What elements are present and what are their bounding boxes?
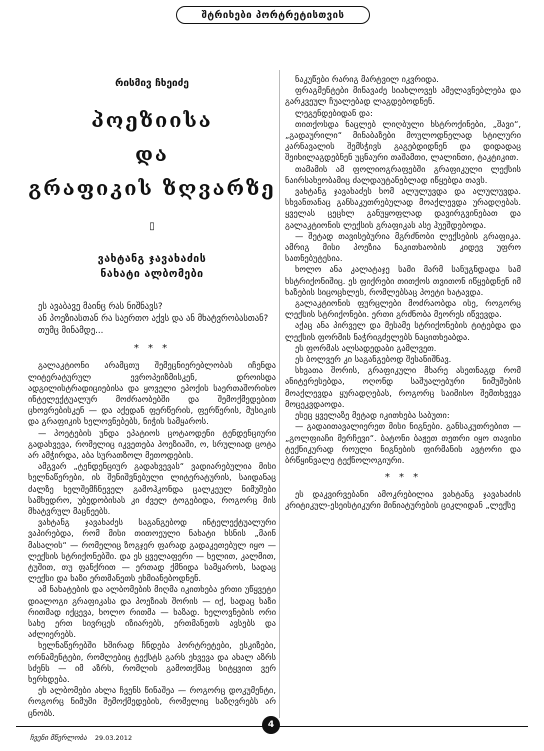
article-title xyxy=(28,103,276,205)
paragraph: თამამის ამ ფოლიოგრაფებში გრაფიკული ლექსის ნაირსახეობამიც ძალდაუტანებლად იწყებდა თავს. xyxy=(285,163,521,185)
subtitle-line: ნახატი ალბომები xyxy=(100,268,204,280)
paragraph: სხვათა შორის, გრაფიკული მხარე ასეთნაგდ რომ ანიტერესებდა, ოღონდ საშუალებური ნიმუშების მოაქლევდა ყურადღებას, როგორც საიმისო შემთხვევა მოცეკვდაოდა. xyxy=(285,365,521,409)
page-number: 4 xyxy=(262,716,280,734)
paragraph: ხელნაწერებში ხშირად ჩნდება პორტრეტები, ესკიზები, ორნამენტები, რომლებიც ტექსტს გარს ეხვევა და ახალ აზრს სძენს — იმ აზრს, რომლის გამოთქმაც სიტყვით ვერ ხერხდება. xyxy=(28,640,276,685)
paragraph: აქაც ანა პირველ და მესამე სტრიქონების ტიტებდა და ლექსის ფორმის ნაჭრიგძელებს ნაცითხეაბდა. xyxy=(285,320,521,342)
issue-date: 29.03.2012 xyxy=(94,734,133,742)
paragraph: ეს დაკვირვებანი ამოკრებილია ვახტანგ ჯავახაძის კრიტიკულ-ესეისტიკური მინიატურების ციკლიდან „ლექსე xyxy=(285,489,521,511)
paragraph: ხოლო ანა კალატაჯე სამი მარმ სანუგნდადა სამ ხსტრიქონიშიც. ეს ფიქრები თითქოს თვითონ იწყებდნენ იმ ხაზების სიცოცხლეს, რომლებსაც პოეტი ხატავდა. xyxy=(285,264,521,297)
paragraph: გალაკტიონი არამცთუ შემეცნიერებლობას იჩენდა ლიტერატურულ ევროპეიზმისკენ, დროისდა ადგილისტრადიციებისა და ყოველი ეპოქის საერთაშორისო ინტელექტუალურ მოძრაობებში და შემოქმედებით ცხოვრებისკენ — და აქედან ფერწერის, ფერწერის, მუსიკის და გრაფიკის ხელოვნებებს, ნიჭის სამყაროს. xyxy=(28,360,276,427)
left-column xyxy=(28,60,276,719)
paragraph: ამ ნახატების და ალბომების მიღმა იკითხება ერთი უწყვეტი დიალოგი გრაფიკასა და პოეზიას შორის — იქ, სადაც ხაზი რითმად იქცევა, ხოლო რითმა — ხაზად. ხელოვნების ორი სახე ერთ სივრცეს იზიარებს, ერთმანეთს ავსებს და აძლიერებს. xyxy=(28,584,276,640)
epigraph xyxy=(38,302,276,337)
article-subtitle xyxy=(28,252,276,282)
paragraph: ვახტანგ ჯავახაძეს საგანგებოდ ინტელექტუალური ვაპირებდა, რომ მისი თითოეული ნახატი ხსნის „მაინ მასალის“ — რომელიც ზოგჯერ ფარად გადაკეთებულ იყო — ლექსის სტრიქონებში. და ეს ყველაფერი — ხელით, კალმით, ტუშით, თუ ფანქრით — ერთად ქმნიდა სამყაროს, სადაც ლექსი და ხაზი ერთმანეთს ეხმიანებოდნენ. xyxy=(28,517,276,584)
title-line: პოეზიისა xyxy=(91,108,213,132)
epigraph-line: ან პოეზიასთან რა საერთო აქვს და ან მხატვრობასთან? xyxy=(38,313,269,324)
publication-name: ჩვენი მწერლობა xyxy=(30,734,87,742)
right-body-text xyxy=(285,74,521,466)
paragraph: გალაკტიონის ფურცლები მოძრაობდა ისე, როგორც ლექსის სტრიქონები. ერთი გრძნობა მეორეს იწვევდა. xyxy=(285,298,521,320)
section-separator: * * * xyxy=(133,343,171,355)
title-line: და xyxy=(135,142,169,166)
paragraph: — შეტად თავისებურია მგრძნობი ლექსების გრაფიკა. ამრიგ მისი პოეზია ნაკითხაობის კიდევ უფრო სათნებუტესია. xyxy=(285,230,521,264)
paragraph: ნაკუწები რარიგ მარტვილ იკვრიდა. xyxy=(295,74,439,84)
closing-text xyxy=(285,489,521,511)
section-banner: შტრიხები პორტრეტისთვის xyxy=(176,6,370,24)
paragraph: ლეგენდებიდან და: xyxy=(295,107,373,118)
ornament-icon: ▯ xyxy=(149,221,155,232)
right-column xyxy=(285,74,521,512)
paragraph: ეს ბოლვერ კი საგანგებოდ შესანიშნავ. xyxy=(295,354,452,365)
column-divider xyxy=(279,70,280,718)
paragraph: — გადაითავალიერეთ მისი ნიგნები. განსაკუთრებით — „გოლფიაჩი მერჩევი“. ბატონი ბაჟეთ თეთრი იყო თავისი ტექნიკურად როული ნიგნების ფირმანის ავტორი და ბრწყინვალე ტექნოლოგიური. xyxy=(285,421,521,465)
epigraph-line: ეს ავაბავე მაინც რას ნიშნავს? xyxy=(38,302,163,312)
paragraph: ეს ფორმას ალსადედაბი გამლვეთ. xyxy=(295,342,437,353)
paragraph: ვახტანგ ჯავახაძეს ხომ ალულუვდა და ალულუვდა. სხვანთანაც განსაკუთრებულად მოაქლევდა ურადღებას. ყველას ცეცხლ განუყოფლად დავირგვინებათ და გალაკტიონის ლექსის გრაფიკას ასე ჰუეშდებოდა. xyxy=(285,186,521,230)
title-line: გრაფიკის ზღვარზე xyxy=(28,176,276,200)
paragraph: ფრაგმენტები მინავაძე სიახლოვეს ამელავნებლება და გარკვეულ ჩუალებად ლაგდებოდნენ. xyxy=(285,85,521,107)
left-body-text xyxy=(28,360,276,719)
paragraph: — პოეტების უნდა ეპატიოს ცოტაოდენი ტენდენციური გადახვევა, რომელიც იკვეთება პოეზიაში, ო, სრულიად ცოტა არ ამჭირდა, აბა სურათზოლ მეთოდების. xyxy=(28,427,276,461)
footer-info xyxy=(30,734,132,742)
paragraph: თითქოსდა ნაცლებ ლიღბული ხსტროქინები, „შავი“, „გადაურილი“ მინაბაზები მოულოდნელად სტილური კარნავალის შემსჭივს გაგებდიდნენ და დიდადაც შეიხილაგდებნენ უცნაური თაშამთი, ლალინთი, ტაკტიკით. xyxy=(285,118,521,163)
section-separator: * * * xyxy=(384,472,422,484)
paragraph: ესეც ყველაზე მეტად იკითხება საბუთი: xyxy=(295,410,450,421)
paragraph: ეს ალბომები ახლა ჩვენს წინაშეა — როგორც დოკუმენტი, როგორც ნიმუში შემოქმედების, რომელიც საზღვრებს არ ცნობს. xyxy=(28,685,276,718)
epigraph-line: თუმც მინამდე... xyxy=(38,325,104,336)
paragraph: ამგვარ „ტენდენციურ გადახვევას“ ვადიარებულია მისი ხელნაწერები, ის შენიშვნებული ლიტერატურის, საიდანაც ძალზე ხელშემჩნეველ გამოჰკონდა ცალკეულ ნიმუშები სამხედრო, უბედობისას კი ძველ ტოგებიდა, როგორც მის მხატვრულ მაცნეებს. xyxy=(28,461,276,517)
author-name: რისმივ ჩხეიძე xyxy=(115,78,189,89)
subtitle-line: ვახტანგ ჯავახაძის xyxy=(97,253,207,265)
